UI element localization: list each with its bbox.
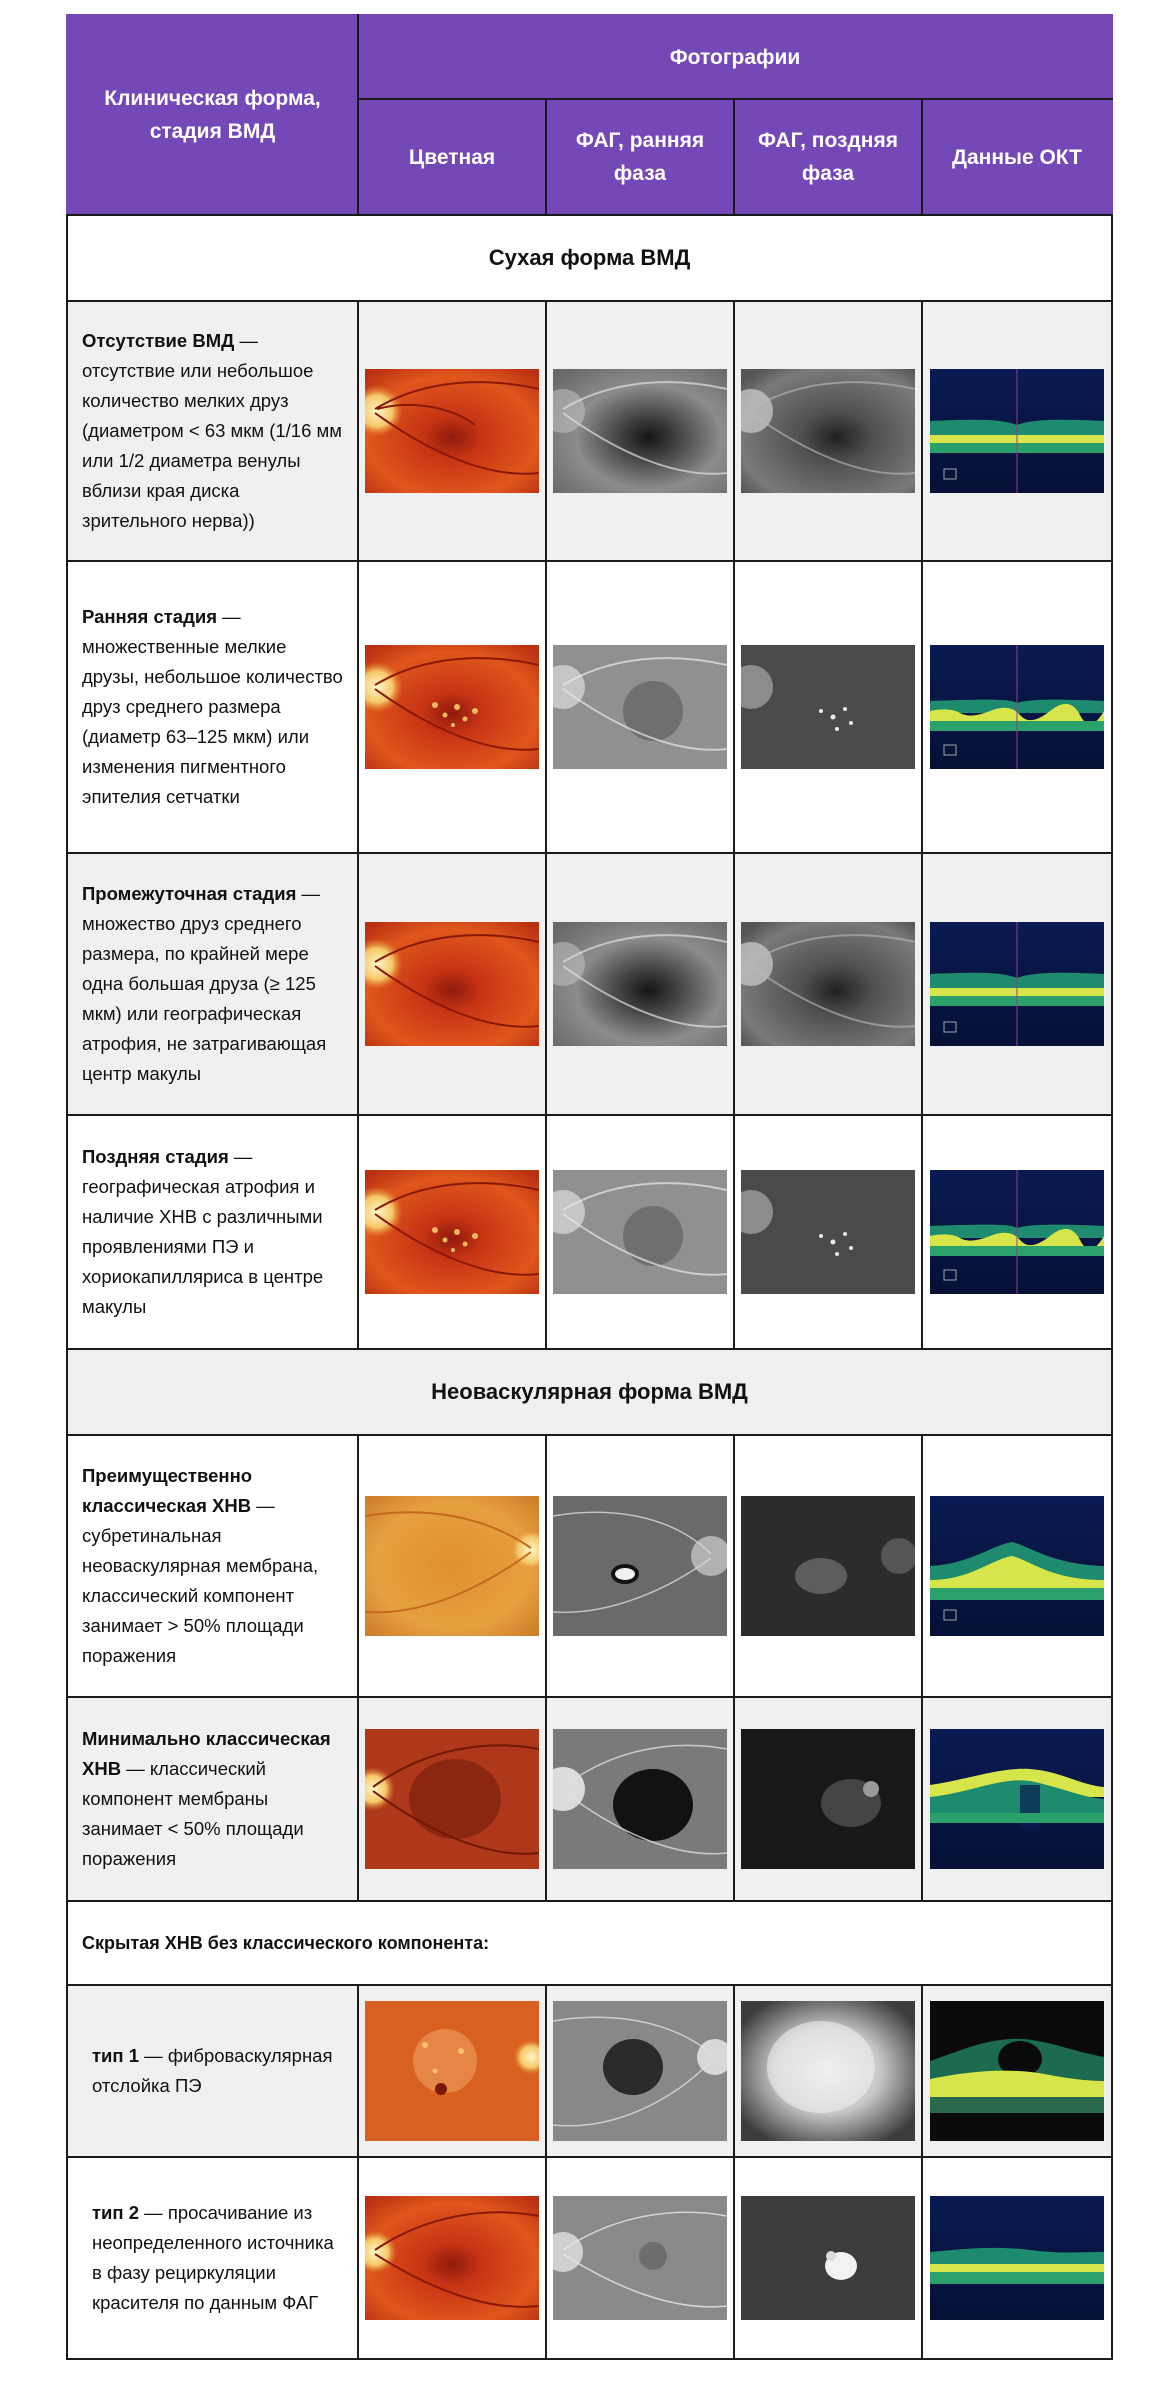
row-text: — множественные мелкие друзы, небольшое количество друз среднего размера (диаметр 63–125 мкм) или изменения пигментного эпителия сетчатки xyxy=(82,606,343,807)
row-term: Ранняя стадия xyxy=(82,606,218,627)
oct-scan xyxy=(930,1170,1104,1294)
fag-early-photo xyxy=(553,2001,727,2141)
table-row xyxy=(67,1435,1112,1697)
header-fag-early: ФАГ, ранняя фаза xyxy=(546,99,734,215)
color-fundus-photo xyxy=(365,2001,539,2141)
table-row xyxy=(67,1115,1112,1349)
oct-scan xyxy=(930,1729,1104,1869)
oct-scan xyxy=(930,922,1104,1046)
row-text: — фиброваскулярная отслойка ПЭ xyxy=(92,2045,333,2096)
row-description xyxy=(67,2157,358,2359)
section-dry-amd: Сухая форма ВМД xyxy=(67,215,1112,301)
color-fundus-photo xyxy=(365,1170,539,1294)
oct-scan xyxy=(930,645,1104,769)
fag-late-photo xyxy=(741,1170,915,1294)
fag-late-photo xyxy=(741,922,915,1046)
color-fundus-photo xyxy=(365,2196,539,2320)
header-photos: Фотографии xyxy=(358,15,1112,99)
table-row xyxy=(67,1697,1112,1901)
table-row xyxy=(67,301,1112,561)
row-term: тип 1 xyxy=(92,2045,140,2066)
row-text: — отсутствие или небольшое количество мелких друз (диаметром < 63 мкм (1/16 мм или 1/2 диаметра венулы вблизи края диска зрительного нерва)) xyxy=(82,330,342,531)
fag-late-photo xyxy=(741,369,915,493)
row-term: тип 2 xyxy=(92,2202,140,2223)
section-hidden-cnv: Скрытая ХНВ без классического компонента: xyxy=(67,1901,1112,1985)
row-term: Отсутствие ВМД xyxy=(82,330,235,351)
row-description xyxy=(67,853,358,1115)
table-row xyxy=(67,561,1112,853)
table-row xyxy=(67,853,1112,1115)
row-text: — субретинальная неоваскулярная мембрана, классический компонент занимает > 50% площади поражения xyxy=(82,1495,319,1666)
fag-early-photo xyxy=(553,1496,727,1636)
header-fag-late: ФАГ, поздняя фаза xyxy=(734,99,922,215)
fag-late-photo xyxy=(741,2196,915,2320)
fag-late-photo xyxy=(741,1496,915,1636)
amd-classification-table xyxy=(66,14,1113,2360)
row-text: — множество друз среднего размера, по крайней мере одна большая друза (≥ 125 мкм) или географическая атрофия, не затрагивающая центр макулы xyxy=(82,883,327,1084)
section-neovascular-amd: Неоваскулярная форма ВМД xyxy=(67,1349,1112,1435)
color-fundus-photo xyxy=(365,369,539,493)
oct-scan xyxy=(930,369,1104,493)
fag-early-photo xyxy=(553,1170,727,1294)
fag-early-photo xyxy=(553,1729,727,1869)
fag-early-photo xyxy=(553,645,727,769)
row-text: — просачивание из неопределенного источника в фазу рециркуляции красителя по данным ФАГ xyxy=(92,2202,334,2313)
fag-early-photo xyxy=(553,369,727,493)
fag-late-photo xyxy=(741,645,915,769)
oct-scan xyxy=(930,1496,1104,1636)
table-row xyxy=(67,1985,1112,2157)
row-term: Минимально классическая ХНВ xyxy=(82,1728,331,1779)
fag-early-photo xyxy=(553,2196,727,2320)
color-fundus-photo xyxy=(365,1496,539,1636)
row-term: Поздняя стадия xyxy=(82,1146,229,1167)
row-description xyxy=(67,1115,358,1349)
row-term: Преимущественно классическая ХНВ xyxy=(82,1465,253,1516)
row-term: Промежуточная стадия xyxy=(82,883,297,904)
fag-early-photo xyxy=(553,922,727,1046)
row-description xyxy=(67,1985,358,2157)
color-fundus-photo xyxy=(365,645,539,769)
oct-scan xyxy=(930,2196,1104,2320)
oct-scan xyxy=(930,2001,1104,2141)
color-fundus-photo xyxy=(365,1729,539,1869)
row-description xyxy=(67,1435,358,1697)
table-row xyxy=(67,2157,1112,2359)
fag-late-photo xyxy=(741,1729,915,1869)
row-description xyxy=(67,301,358,561)
row-description xyxy=(67,1697,358,1901)
fag-late-photo xyxy=(741,2001,915,2141)
header-color: Цветная xyxy=(358,99,546,215)
header-oct: Данные ОКТ xyxy=(922,99,1112,215)
header-clinical-form: Клиническая форма, стадия ВМД xyxy=(67,15,358,215)
row-text: — географическая атрофия и наличие ХНВ с различными проявлениями ПЭ и хориокапилляриса в центре макулы xyxy=(82,1146,324,1317)
color-fundus-photo xyxy=(365,922,539,1046)
row-text: — классический компонент мембраны занимает < 50% площади поражения xyxy=(82,1758,304,1869)
row-description xyxy=(67,561,358,853)
